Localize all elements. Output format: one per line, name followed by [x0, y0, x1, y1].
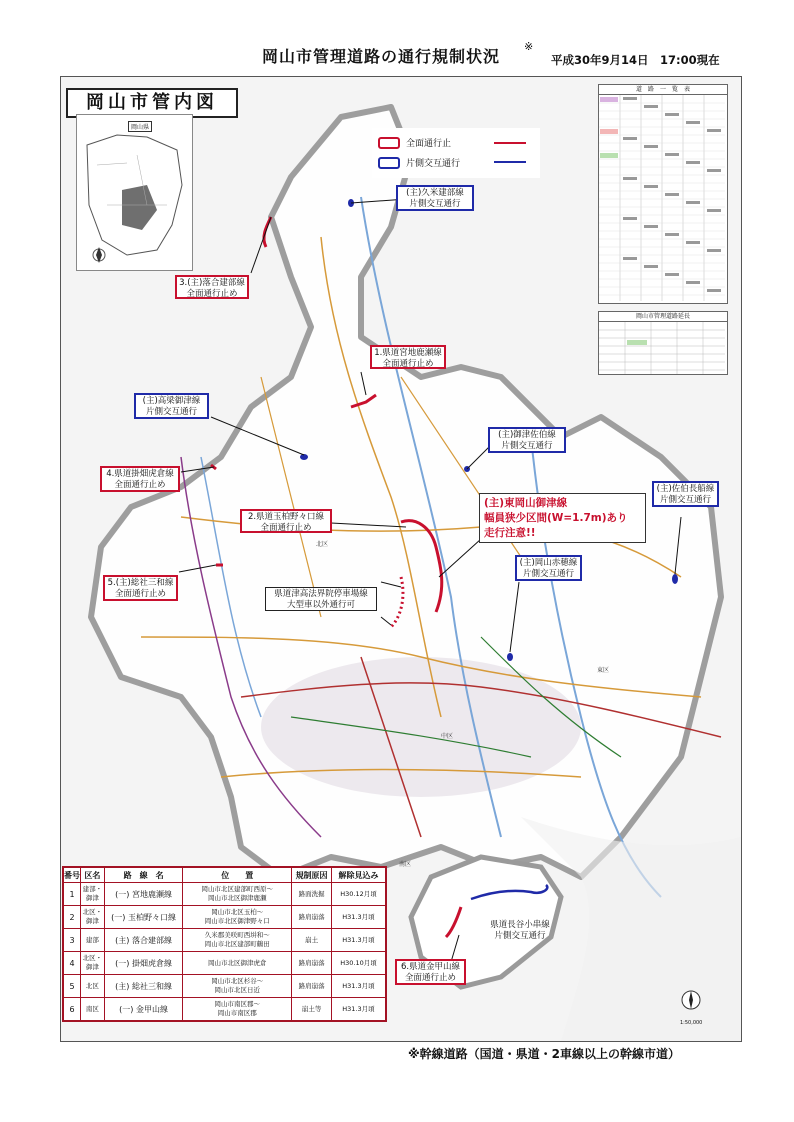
- row-route: [104, 975, 183, 998]
- callout-mitsu-saeki-name: (主)御津佐伯線: [498, 430, 556, 440]
- row-location: [183, 998, 292, 1022]
- header-cause: 規制原因: [292, 867, 332, 883]
- row-route-name: 落合建部線: [131, 935, 172, 945]
- row-route-type: (一): [119, 1004, 134, 1014]
- callout-route-6: [395, 959, 466, 985]
- title-note-mark: ※: [524, 40, 534, 53]
- row-number: 3: [63, 929, 81, 952]
- callout-takahashi-mitsu: [134, 393, 209, 419]
- row-ward: 北区・御津: [81, 906, 105, 929]
- road-length-summary-table: [598, 311, 728, 375]
- legend-full-closure-swatch: [378, 137, 400, 149]
- callout-route-2-status: 全面通行止め: [260, 523, 312, 533]
- legend-full-closure-label: 全面通行止: [406, 139, 452, 149]
- row-ward: 北区: [81, 975, 105, 998]
- restriction-table-header: [63, 867, 386, 883]
- callout-tsudaka-houkaiin-status: 大型車以外通行可: [286, 600, 355, 610]
- row-route-type: (主): [115, 981, 130, 991]
- row-route-name: 掛畑虎倉線: [131, 958, 172, 968]
- table-row: [63, 998, 386, 1022]
- map-scale: 1:50,000: [680, 1020, 703, 1026]
- callout-route-5-status: 全面通行止め: [114, 589, 166, 599]
- row-cause: 路面洗掘: [292, 883, 332, 906]
- row-location-from: 岡山市北区玉柏～: [211, 908, 264, 916]
- callout-route-3: [175, 275, 249, 299]
- inset-drawing: [77, 115, 192, 270]
- table-row: [63, 929, 386, 952]
- callout-hase-kogushi-status: 片側交互通行: [494, 931, 546, 941]
- row-location: [183, 952, 292, 975]
- callout-okayama-ako: [515, 555, 582, 581]
- row-route-name: 玉柏野々口線: [127, 912, 176, 922]
- callout-route-6-status: 全面通行止め: [404, 973, 456, 983]
- row-route: [104, 929, 183, 952]
- row-route-name: 宮地鹿瀬線: [131, 889, 172, 899]
- callout-takahashi-mitsu-name: (主)高梁御津線: [142, 396, 201, 406]
- row-location-from: 岡山市北区御津虎倉: [208, 958, 267, 967]
- road-length-summary-grid: [599, 322, 725, 374]
- row-number: 2: [63, 906, 81, 929]
- callout-route-2-name: 2.県道玉柏野々口線: [247, 512, 325, 522]
- row-ward: 建部・御津: [81, 883, 105, 906]
- row-location-to: 岡山市北区建部町鶴田: [204, 940, 270, 948]
- row-cause: 崩土: [292, 929, 332, 952]
- legend-one-lane-label: 片側交互通行: [406, 159, 461, 169]
- legend-one-lane-line: [494, 161, 526, 163]
- legend-one-lane-swatch: [378, 157, 400, 169]
- callout-tsudaka-houkaiin-name: 県道津高法界院停車場線: [274, 589, 368, 599]
- district-label-higashi: 東区: [597, 667, 610, 674]
- row-ward: 建部: [81, 929, 105, 952]
- callout-route-3-status: 全面通行止め: [186, 289, 238, 299]
- map-name: 岡山市管内図: [66, 88, 238, 118]
- row-location-to: 岡山市北区日近: [214, 986, 261, 994]
- row-location: [183, 929, 292, 952]
- legend-full-closure: [378, 136, 451, 149]
- row-route: [104, 906, 183, 929]
- table-row: [63, 975, 386, 998]
- row-cause: 路肩崩落: [292, 906, 332, 929]
- narrow-road-warning: [479, 493, 646, 543]
- legend-full-closure-line: [494, 142, 526, 144]
- road-list-title: 道 路 一 覧 表: [599, 85, 727, 95]
- map-legend: [372, 128, 540, 178]
- table-row: [63, 906, 386, 929]
- warning-caution: 走行注意!!: [484, 527, 536, 539]
- row-number: 1: [63, 883, 81, 906]
- row-route: [104, 998, 183, 1022]
- row-location-from: 久米郡美咲町西垪和～: [204, 931, 270, 939]
- callout-mitsu-saeki-status: 片側交互通行: [501, 441, 553, 451]
- callout-route-5-name: 5.(主)総社三和線: [107, 578, 174, 588]
- row-location-to: 岡山市北区御津野々口: [204, 917, 270, 925]
- inset-label: 岡山県: [128, 121, 152, 132]
- callout-tsudaka-houkaiin: [265, 587, 377, 611]
- row-cause: 崩土等: [292, 998, 332, 1022]
- callout-route-3-name: 3.(主)落合建部線: [179, 278, 245, 288]
- callout-route-2: [240, 509, 332, 533]
- callout-route-1-name: 1.県道宮地鹿瀬線: [374, 348, 442, 358]
- row-location: [183, 906, 292, 929]
- row-location-from: 岡山市北区杉谷～: [211, 977, 264, 985]
- callout-route-4: [100, 466, 180, 492]
- row-eta: H31.3月頃: [331, 975, 386, 998]
- legend-one-lane: [378, 156, 460, 169]
- warning-detail: 幅員狭少区間(W=1.7m)あり: [484, 512, 628, 524]
- header-eta: 解除見込み: [331, 867, 386, 883]
- callout-route-4-name: 4.県道掛畑虎倉線: [106, 469, 174, 479]
- row-eta: H30.10月頃: [331, 952, 386, 975]
- footer-note: ※幹線道路（国道・県道・2車線以上の幹線市道）: [408, 1047, 681, 1061]
- callout-kume-takebe: [396, 185, 474, 211]
- row-number: 4: [63, 952, 81, 975]
- callout-okayama-ako-name: (主)岡山赤穂線: [519, 558, 578, 568]
- callout-route-1-status: 全面通行止め: [382, 359, 434, 369]
- restriction-table: [62, 866, 387, 1022]
- row-route-type: (一): [111, 912, 126, 922]
- row-location-from: 岡山市北区建部町西原～: [201, 885, 274, 893]
- callout-route-5: [103, 575, 178, 601]
- row-route-type: (主): [115, 935, 130, 945]
- header-route: 路 線 名: [104, 867, 183, 883]
- header-number: 番号: [63, 867, 81, 883]
- row-eta: H31.3月頃: [331, 929, 386, 952]
- callout-saeki-osafune: [652, 481, 719, 507]
- callout-route-1: [370, 345, 446, 369]
- row-cause: 路肩崩落: [292, 952, 332, 975]
- page-title: 岡山市管理道路の通行規制状況: [262, 47, 501, 66]
- row-location-to: 岡山市南区郡: [217, 1009, 257, 1017]
- table-row: [63, 952, 386, 975]
- row-number: 6: [63, 998, 81, 1022]
- row-location: [183, 883, 292, 906]
- row-eta: H31.3月頃: [331, 998, 386, 1022]
- callout-takahashi-mitsu-status: 片側交互通行: [145, 407, 197, 417]
- callout-hase-kogushi-name: 県道長谷小串線: [490, 920, 550, 930]
- callout-kume-takebe-name: (主)久米建部線: [406, 188, 464, 198]
- road-length-summary-title: 岡山市管理道路延長: [599, 312, 727, 322]
- callout-okayama-ako-status: 片側交互通行: [522, 569, 574, 579]
- road-list-grid: [599, 95, 725, 301]
- row-ward: 北区・御津: [81, 952, 105, 975]
- header-ward: 区名: [81, 867, 105, 883]
- district-label-kita: 北区: [316, 541, 329, 548]
- district-label-minami: 南区: [399, 861, 412, 868]
- callout-route-6-name: 6.県道金甲山線: [400, 962, 461, 972]
- row-route: [104, 952, 183, 975]
- callout-mitsu-saeki: [488, 427, 566, 453]
- row-route-name: 金甲山線: [135, 1004, 168, 1014]
- callout-route-4-status: 全面通行止め: [114, 480, 166, 490]
- row-route-type: (一): [115, 958, 130, 968]
- row-route: [104, 883, 183, 906]
- row-cause: 路肩崩落: [292, 975, 332, 998]
- callout-hase-kogushi: [485, 919, 555, 945]
- callout-kume-takebe-status: 片側交互通行: [409, 199, 461, 209]
- compass-icon: [680, 988, 702, 1012]
- row-location-from: 岡山市南区郡～: [214, 1000, 261, 1008]
- row-route-type: (一): [115, 889, 130, 899]
- row-number: 5: [63, 975, 81, 998]
- row-location-to: 岡山市北区御津鹿瀬: [208, 894, 267, 902]
- prefecture-inset-map: [76, 114, 193, 271]
- report-datetime: 平成30年9月14日 17:00現在: [551, 53, 720, 67]
- district-label-naka: 中区: [441, 733, 454, 740]
- row-location: [183, 975, 292, 998]
- callout-saeki-osafune-name: (主)佐伯長船線: [656, 484, 715, 494]
- row-eta: H31.3月頃: [331, 906, 386, 929]
- warning-route: (主)東岡山御津線: [484, 497, 568, 509]
- road-list-table: [598, 84, 728, 304]
- table-row: [63, 883, 386, 906]
- row-ward: 南区: [81, 998, 105, 1022]
- callout-saeki-osafune-status: 片側交互通行: [659, 495, 711, 505]
- row-eta: H30.12月頃: [331, 883, 386, 906]
- row-route-name: 総社三和線: [131, 981, 172, 991]
- header-location: 位 置: [183, 867, 292, 883]
